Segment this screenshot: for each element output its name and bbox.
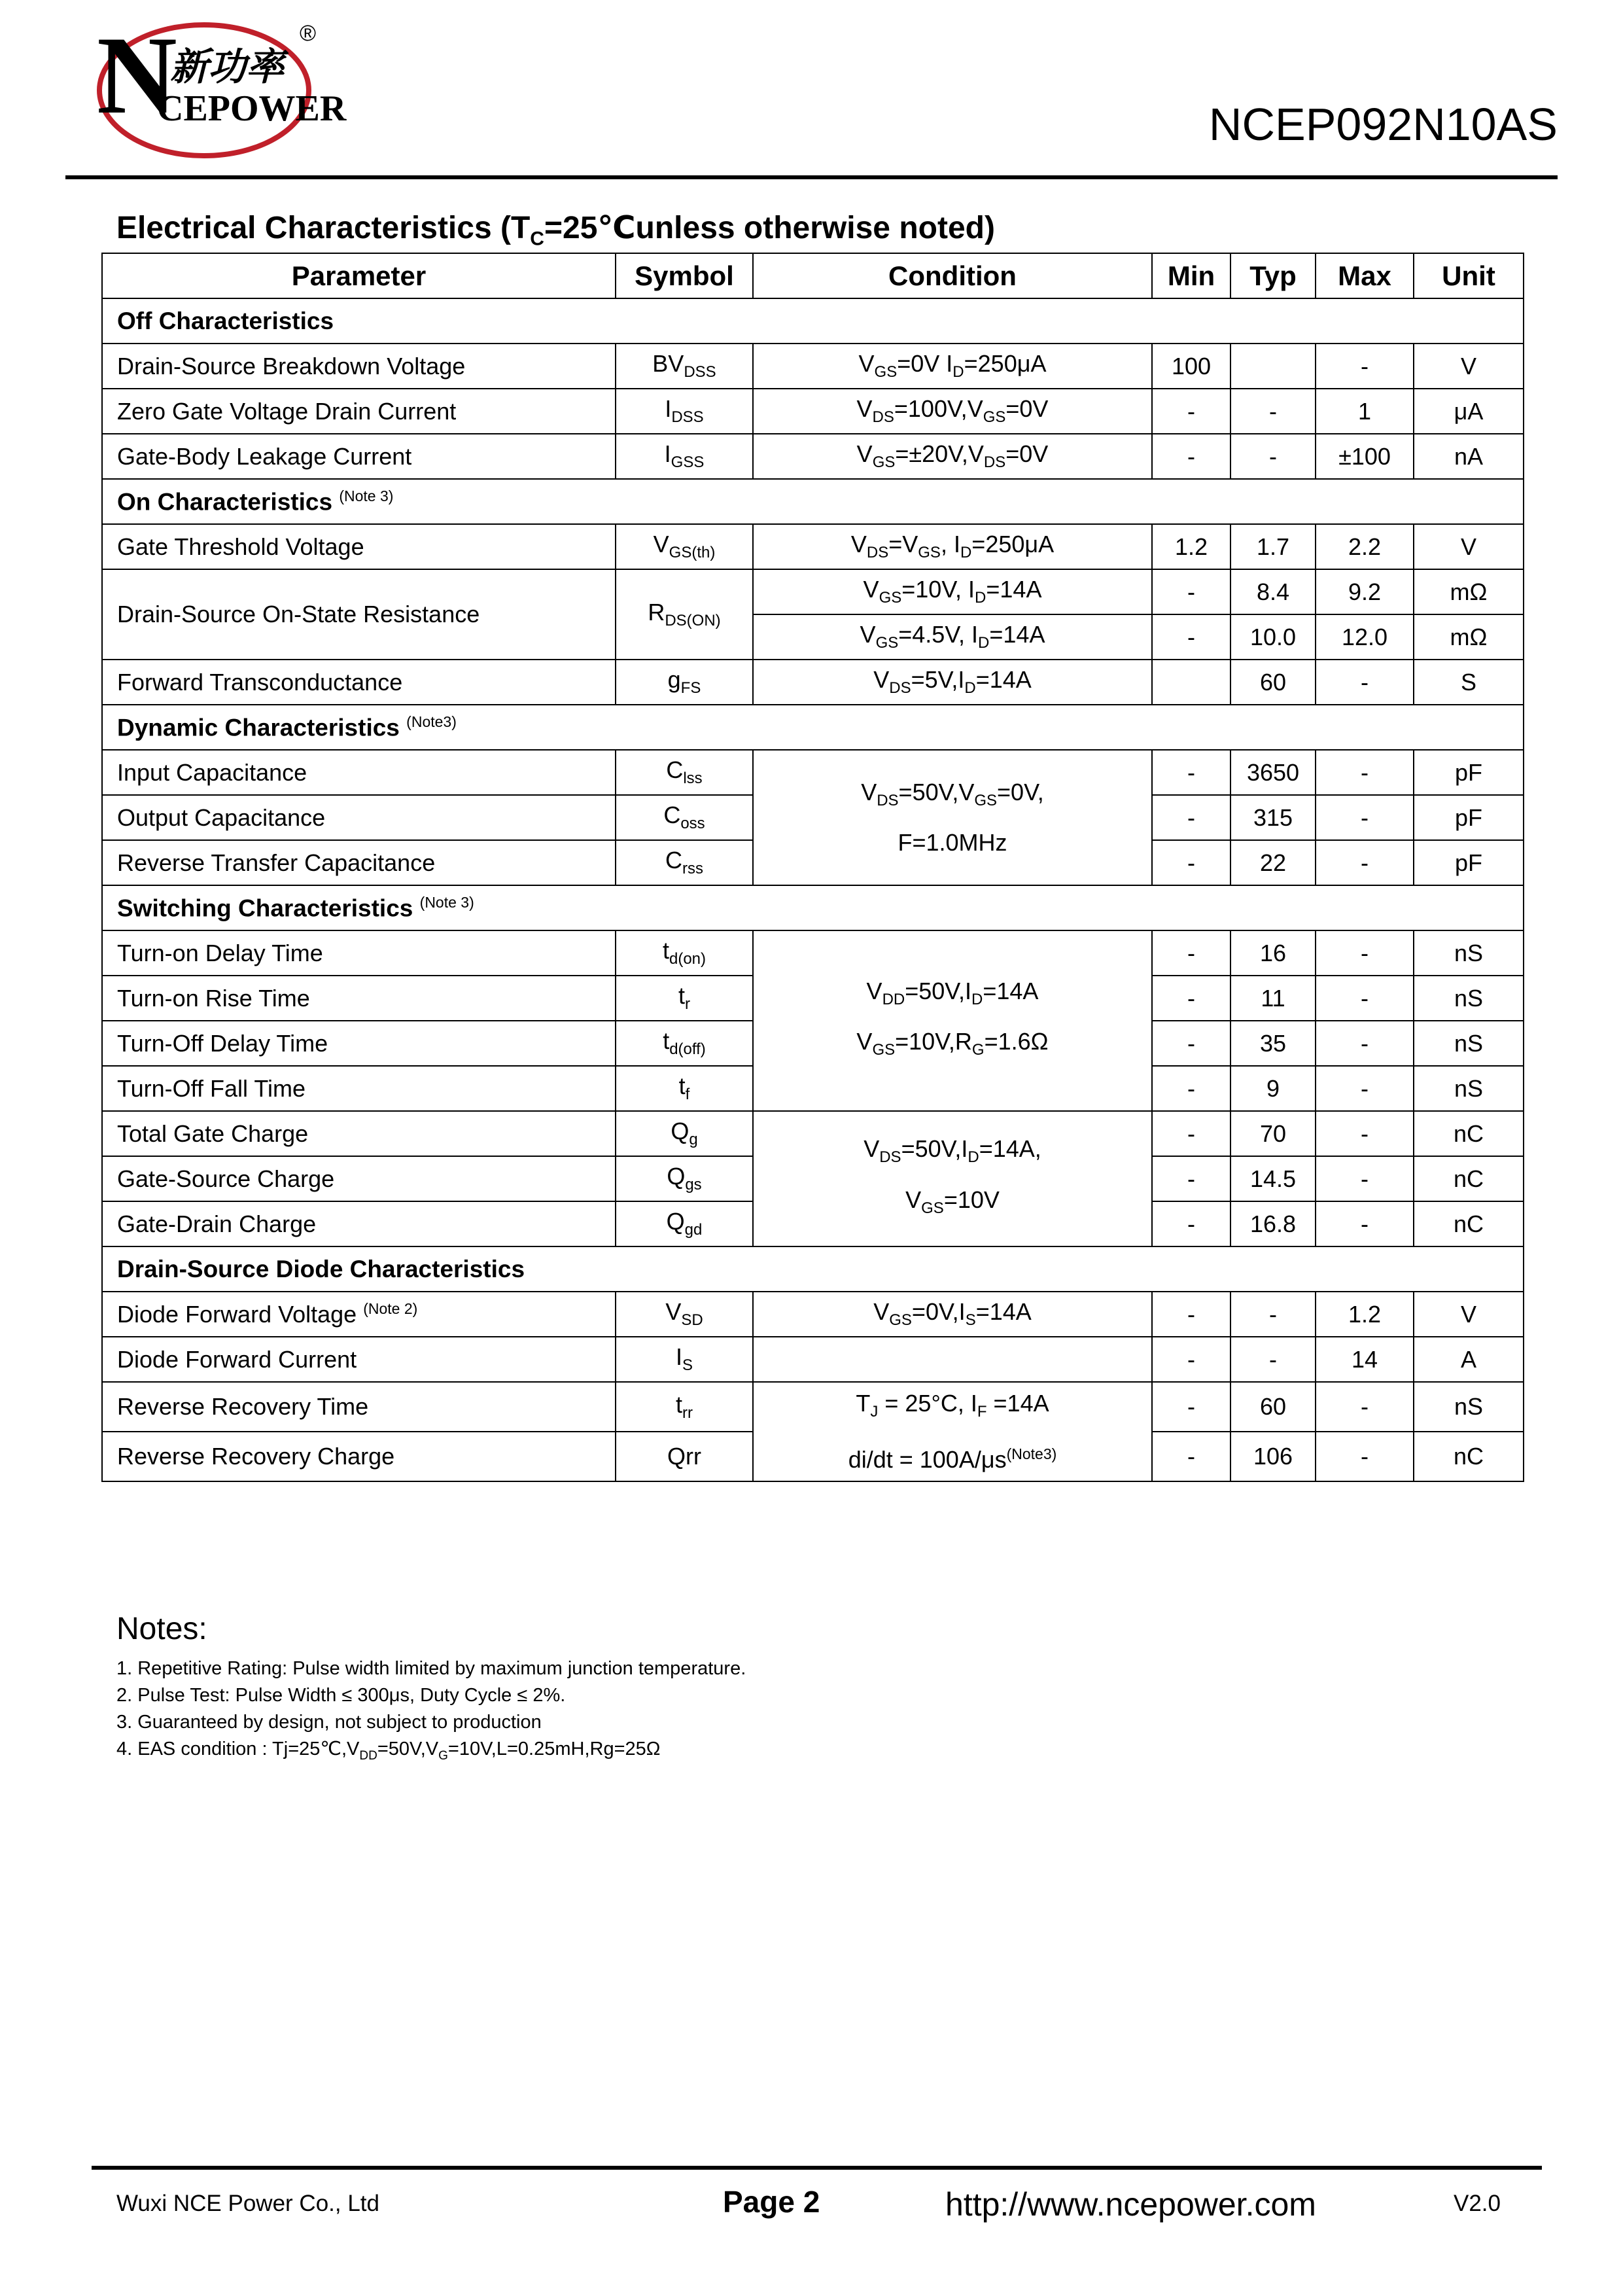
- svg-text:®: ®: [300, 21, 317, 46]
- version-label: V2.0: [1454, 2191, 1501, 2216]
- table-row: Reverse Transfer Capacitance $C_{rss}$ - 22 - pF: [102, 840, 1524, 885]
- col-header: Condition: [753, 253, 1152, 298]
- table-header-row: [102, 253, 1524, 298]
- col-header: Unit: [1414, 253, 1524, 298]
- table-row: Drain-Source On-State Resistance $R_{DS(ON)}$ $V_{GS}=10V$, $I_D=14A$ - 8.4 9.2 mΩ: [102, 569, 1524, 614]
- header-divider: [65, 175, 1558, 179]
- group-header-diode: Drain-Source Diode Characteristics: [102, 1246, 1524, 1292]
- table-row: Zero Gate Voltage Drain Current $I_{DSS}$ $V_{DS}=100V,V_{GS}=0V$ - - 1 μA: [102, 389, 1524, 434]
- col-header: Min: [1152, 253, 1230, 298]
- table-row: Turn-on Rise Time $t_r$ - 11 - nS: [102, 976, 1524, 1021]
- table-row: Turn-Off Fall Time $t_f$ - 9 - nS: [102, 1066, 1524, 1111]
- table-row: Diode Forward Voltage $^{(Note 2)}$ $V_{SD}$ $V_{GS}=0V,I_S=14A$ - - 1.2 V: [102, 1292, 1524, 1337]
- table-row: $V_{GS}=4.5V$, $I_D=14A$ - 10.0 12.0 mΩ: [102, 614, 1524, 660]
- website-link[interactable]: http://www.ncepower.com: [945, 2186, 1316, 2223]
- table-row: Output Capacitance $C_{oss}$ - 315 - pF: [102, 795, 1524, 840]
- electrical-characteristics-table: [101, 253, 1524, 1482]
- table-row: Turn-Off Delay Time $t_{d(off)}$ - 35 - nS: [102, 1021, 1524, 1066]
- group-header-switching: Switching Characteristics $^{(Note 3)}$: [102, 885, 1524, 930]
- part-number: NCEP092N10AS: [1208, 99, 1558, 150]
- footer-divider: [92, 2166, 1542, 2170]
- col-header: Max: [1316, 253, 1414, 298]
- table-row: Turn-on Delay Time $t_{d(on)}$ $V_{DD}=50V,I_D=14A$ $V_{GS}=10V,R_G=1.6\Omega$ - 16 - nS: [102, 930, 1524, 976]
- svg-text:新功率: 新功率: [170, 44, 285, 89]
- table-row: Reverse Recovery Charge Qrr - 106 - nC: [102, 1432, 1524, 1481]
- page-number: Page 2: [723, 2185, 820, 2219]
- table-row: Forward Transconductance $g_{FS}$ $V_{DS}=5V,I_D=14A$ 60 - S: [102, 660, 1524, 705]
- table-row: Gate Threshold Voltage $V_{GS(th)}$ $V_{DS}=V_{GS}$, $I_D=250\mu A$ 1.2 1.7 2.2 V: [102, 524, 1524, 569]
- col-header: Parameter: [102, 253, 616, 298]
- table-row: Gate-Drain Charge $Q_{gd}$ - 16.8 - nC: [102, 1201, 1524, 1246]
- table-row: Total Gate Charge $Q_g$ $V_{DS}=50V,I_D=14A$, $V_{GS}=10V$ - 70 - nC: [102, 1111, 1524, 1156]
- company-name: Wuxi NCE Power Co., Ltd: [116, 2191, 379, 2216]
- table-row: Reverse Recovery Time $t_{rr}$ $T_J = 25^\circ C$, $I_F =14A$ $di/dt = 100A/\mu s^{(Note3)}$ - 60 - nS: [102, 1382, 1524, 1432]
- group-header-off: Off Characteristics: [102, 298, 1524, 344]
- col-header: Symbol: [616, 253, 753, 298]
- ncepower-logo: [92, 14, 347, 165]
- note-item: 4. EAS condition : $Tj=25℃,V_{DD}=50V,V_G=10V,L=0.25mH,Rg=25\Omega$: [116, 1739, 661, 1763]
- note-item: 1. Repetitive Rating: Pulse width limited by maximum junction temperature.: [116, 1658, 746, 1679]
- svg-text:CEPOWER: CEPOWER: [157, 88, 347, 129]
- svg-text:N: N: [97, 14, 177, 137]
- section-title: Electrical Characteristics ($T_C=25℃unless$ otherwise noted): [116, 211, 995, 250]
- col-header: Typ: [1230, 253, 1316, 298]
- note-item: 2. Pulse Test: Pulse Width ≤ 300μs, Duty Cycle ≤ 2%.: [116, 1685, 566, 1706]
- group-header-dynamic: Dynamic Characteristics $^{(Note3)}$: [102, 705, 1524, 750]
- table-row: Input Capacitance $C_{lss}$ $V_{DS}=50V,V_{GS}=0V$, F=1.0MHz - 3650 - pF: [102, 750, 1524, 795]
- table-row: Diode Forward Current $I_S$ - - 14 A: [102, 1337, 1524, 1382]
- notes-title: Notes:: [116, 1612, 207, 1646]
- notes-list: [116, 1655, 746, 1769]
- table-row: Gate-Source Charge $Q_{gs}$ - 14.5 - nC: [102, 1156, 1524, 1201]
- table-row: Gate-Body Leakage Current $I_{GSS}$ $V_{GS}=\pm 20V,V_{DS}=0V$ - - ±100 nA: [102, 434, 1524, 479]
- note-item: 3. Guaranteed by design, not subject to production: [116, 1712, 542, 1733]
- table-row: Drain-Source Breakdown Voltage $BV_{DSS}$ $V_{GS}=0V$ $I_D=250\mu A$ 100 - V: [102, 344, 1524, 389]
- group-header-on: On Characteristics $^{(Note 3)}$: [102, 479, 1524, 524]
